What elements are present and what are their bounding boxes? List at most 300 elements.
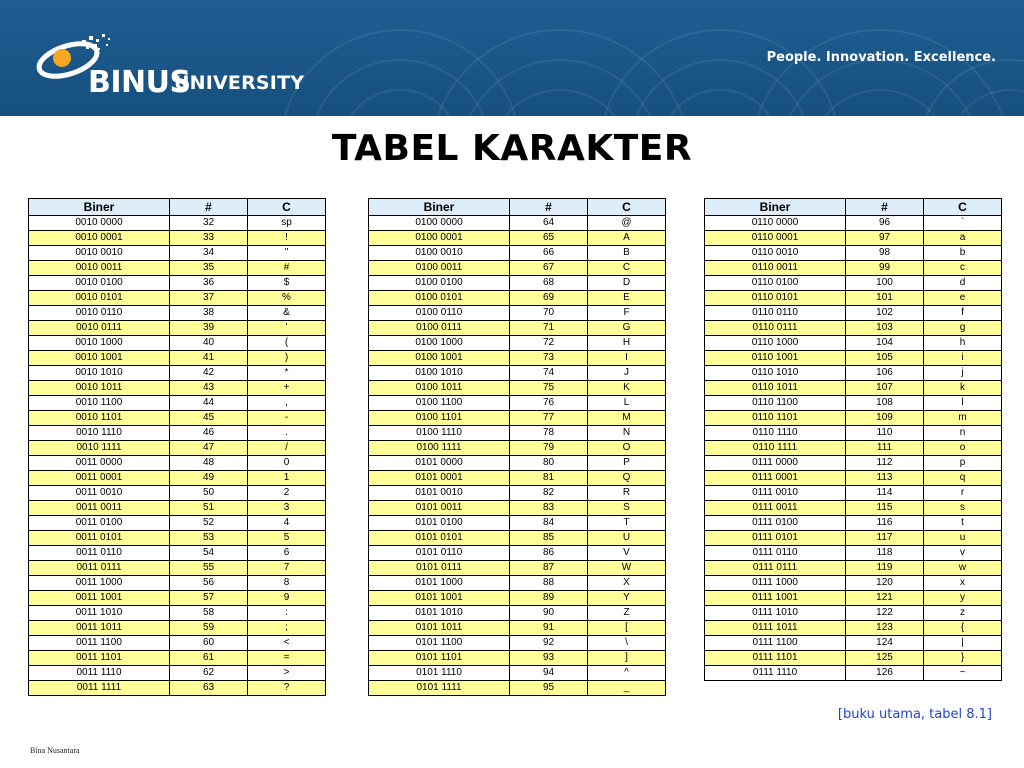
table-row [705,411,1002,426]
cell-decimal: 41 [170,351,248,366]
table-row [705,351,1002,366]
cell-biner: 0011 0000 [29,456,170,471]
cell-biner: 0101 0001 [369,471,510,486]
table-row [705,486,1002,501]
cell-biner: 0101 0101 [369,531,510,546]
cell-decimal: 102 [846,306,924,321]
table-row [29,396,326,411]
table-row [369,261,666,276]
character-table-2 [368,198,666,696]
cell-decimal: 83 [510,501,588,516]
cell-biner: 0011 1011 [29,621,170,636]
cell-char: P [588,456,666,471]
table-row [29,666,326,681]
cell-decimal: 56 [170,576,248,591]
cell-decimal: 119 [846,561,924,576]
cell-decimal: 63 [170,681,248,696]
cell-decimal: 104 [846,336,924,351]
cell-char: r [924,486,1002,501]
cell-biner: 0110 1001 [705,351,846,366]
cell-biner: 0011 1010 [29,606,170,621]
cell-char: > [248,666,326,681]
table-row [369,561,666,576]
table-row [29,306,326,321]
cell-biner: 0100 1000 [369,336,510,351]
cell-biner: 0100 0000 [369,216,510,231]
table-row [369,471,666,486]
logo-wordmark: BINUS [88,65,191,100]
cell-char: ' [248,321,326,336]
cell-biner: 0101 0010 [369,486,510,501]
cell-decimal: 37 [170,291,248,306]
table-header-row [369,199,666,216]
cell-biner: 0111 1000 [705,576,846,591]
cell-decimal: 61 [170,651,248,666]
table-row [369,606,666,621]
table-row [705,546,1002,561]
table-row [369,441,666,456]
table-row [29,456,326,471]
cell-biner: 0111 0111 [705,561,846,576]
table-row [369,426,666,441]
table-row [369,666,666,681]
cell-char: p [924,456,1002,471]
cell-char: g [924,321,1002,336]
cell-char: W [588,561,666,576]
cell-char: & [248,306,326,321]
cell-char: S [588,501,666,516]
cell-decimal: 89 [510,591,588,606]
cell-decimal: 69 [510,291,588,306]
table-row [705,441,1002,456]
cell-char: : [248,606,326,621]
cell-biner: 0101 0111 [369,561,510,576]
cell-char: w [924,561,1002,576]
cell-biner: 0100 1001 [369,351,510,366]
cell-char: < [248,636,326,651]
cell-char: A [588,231,666,246]
table-row [705,516,1002,531]
cell-decimal: 39 [170,321,248,336]
cell-char: n [924,426,1002,441]
cell-decimal: 125 [846,651,924,666]
cell-biner: 0110 1101 [705,411,846,426]
cell-biner: 0111 0100 [705,516,846,531]
cell-decimal: 38 [170,306,248,321]
cell-biner: 0110 0100 [705,276,846,291]
table-row [29,561,326,576]
cell-decimal: 72 [510,336,588,351]
table-row [705,426,1002,441]
table-row [705,501,1002,516]
cell-decimal: 49 [170,471,248,486]
cell-char: x [924,576,1002,591]
cell-biner: 0011 0001 [29,471,170,486]
cell-decimal: 53 [170,531,248,546]
cell-char: T [588,516,666,531]
cell-decimal: 58 [170,606,248,621]
cell-decimal: 108 [846,396,924,411]
table-row [29,546,326,561]
table-row [369,591,666,606]
cell-char: . [248,426,326,441]
cell-char: m [924,411,1002,426]
cell-decimal: 107 [846,381,924,396]
table-header-row [29,199,326,216]
cell-decimal: 117 [846,531,924,546]
cell-decimal: 94 [510,666,588,681]
cell-biner: 0011 1110 [29,666,170,681]
cell-biner: 0010 0001 [29,231,170,246]
table-row [29,426,326,441]
cell-biner: 0011 0110 [29,546,170,561]
cell-biner: 0110 1010 [705,366,846,381]
cell-char: R [588,486,666,501]
table-row [705,366,1002,381]
character-table-1 [28,198,326,696]
cell-char: # [248,261,326,276]
table-row [29,591,326,606]
cell-char: E [588,291,666,306]
cell-char: s [924,501,1002,516]
cell-biner: 0100 0101 [369,291,510,306]
cell-decimal: 96 [846,216,924,231]
cell-biner: 0010 1111 [29,441,170,456]
table-row [29,651,326,666]
cell-biner: 0110 0111 [705,321,846,336]
cell-biner: 0110 0001 [705,231,846,246]
cell-char: l [924,396,1002,411]
cell-biner: 0010 1101 [29,411,170,426]
logo-subtitle: UNIVERSITY [174,72,305,94]
cell-char: K [588,381,666,396]
table-row [705,291,1002,306]
tagline: People. Innovation. Excellence. [766,50,996,65]
table-row [369,501,666,516]
cell-char: , [248,396,326,411]
cell-char: D [588,276,666,291]
cell-biner: 0010 1001 [29,351,170,366]
cell-char: * [248,366,326,381]
cell-decimal: 59 [170,621,248,636]
cell-biner: 0101 1101 [369,651,510,666]
cell-decimal: 36 [170,276,248,291]
cell-decimal: 77 [510,411,588,426]
cell-char: c [924,261,1002,276]
cell-char: C [588,261,666,276]
table-row [29,291,326,306]
header-char: C [588,199,666,216]
cell-biner: 0011 0101 [29,531,170,546]
cell-biner: 0101 1011 [369,621,510,636]
cell-decimal: 122 [846,606,924,621]
cell-decimal: 82 [510,486,588,501]
cell-char: \ [588,636,666,651]
cell-decimal: 103 [846,321,924,336]
cell-decimal: 75 [510,381,588,396]
cell-char: ^ [588,666,666,681]
table-row [369,636,666,651]
cell-decimal: 34 [170,246,248,261]
table-row [705,321,1002,336]
table-row [29,411,326,426]
cell-decimal: 48 [170,456,248,471]
table-row [369,366,666,381]
cell-biner: 0011 1101 [29,651,170,666]
table-row [29,381,326,396]
cell-biner: 0100 1011 [369,381,510,396]
cell-biner: 0110 0110 [705,306,846,321]
cell-biner: 0010 1110 [29,426,170,441]
cell-decimal: 35 [170,261,248,276]
cell-char: X [588,576,666,591]
table-row [369,216,666,231]
table-row [369,231,666,246]
cell-char: v [924,546,1002,561]
cell-char: = [248,651,326,666]
table-row [29,531,326,546]
cell-biner: 0011 1001 [29,591,170,606]
table-row [29,636,326,651]
cell-decimal: 32 [170,216,248,231]
cell-decimal: 114 [846,486,924,501]
cell-biner: 0111 1110 [705,666,846,681]
table-row [705,651,1002,666]
cell-biner: 0100 1100 [369,396,510,411]
cell-decimal: 60 [170,636,248,651]
cell-char: J [588,366,666,381]
page-title: TABEL KARAKTER [331,128,693,169]
cell-decimal: 42 [170,366,248,381]
table-row [29,216,326,231]
cell-char: Z [588,606,666,621]
cell-char: ` [924,216,1002,231]
cell-decimal: 66 [510,246,588,261]
table-row [369,531,666,546]
cell-decimal: 81 [510,471,588,486]
cell-biner: 0101 0110 [369,546,510,561]
cell-decimal: 105 [846,351,924,366]
cell-char: t [924,516,1002,531]
cell-biner: 0100 0110 [369,306,510,321]
table-row [369,651,666,666]
table-row [369,396,666,411]
cell-decimal: 62 [170,666,248,681]
cell-biner: 0010 0011 [29,261,170,276]
cell-biner: 0111 0011 [705,501,846,516]
cell-biner: 0110 1100 [705,396,846,411]
cell-decimal: 106 [846,366,924,381]
table-header-row [705,199,1002,216]
cell-char: k [924,381,1002,396]
table-row [369,516,666,531]
cell-biner: 0010 1010 [29,366,170,381]
cell-biner: 0010 1100 [29,396,170,411]
table-row [369,546,666,561]
table-row [369,621,666,636]
table-row [29,366,326,381]
cell-char: u [924,531,1002,546]
table-row [705,576,1002,591]
cell-char: 9 [248,591,326,606]
footer-text: Bina Nusantara [30,746,80,755]
cell-decimal: 97 [846,231,924,246]
cell-biner: 0010 0010 [29,246,170,261]
table-row [29,276,326,291]
cell-char: [ [588,621,666,636]
cell-biner: 0110 1000 [705,336,846,351]
cell-char: @ [588,216,666,231]
cell-decimal: 40 [170,336,248,351]
cell-char: / [248,441,326,456]
cell-decimal: 95 [510,681,588,696]
cell-decimal: 70 [510,306,588,321]
cell-decimal: 112 [846,456,924,471]
cell-decimal: 46 [170,426,248,441]
cell-char: d [924,276,1002,291]
cell-char: 2 [248,486,326,501]
header-banner [0,0,1024,116]
cell-char: b [924,246,1002,261]
cell-biner: 0111 1101 [705,651,846,666]
cell-char: 8 [248,576,326,591]
cell-char: Q [588,471,666,486]
cell-decimal: 121 [846,591,924,606]
cell-decimal: 43 [170,381,248,396]
cell-decimal: 67 [510,261,588,276]
table-row [29,516,326,531]
cell-char: a [924,231,1002,246]
table-row [705,246,1002,261]
cell-biner: 0101 1100 [369,636,510,651]
table-row [369,381,666,396]
table-row [705,216,1002,231]
cell-decimal: 88 [510,576,588,591]
table-row [29,621,326,636]
cell-decimal: 50 [170,486,248,501]
cell-char: } [924,651,1002,666]
cell-biner: 0110 1011 [705,381,846,396]
header-decimal: # [510,199,588,216]
cell-char: q [924,471,1002,486]
table-row [369,276,666,291]
cell-biner: 0010 0110 [29,306,170,321]
table-row [29,681,326,696]
table-row [705,306,1002,321]
table-row [369,351,666,366]
cell-decimal: 65 [510,231,588,246]
cell-decimal: 86 [510,546,588,561]
cell-biner: 0010 0111 [29,321,170,336]
table-row [29,336,326,351]
cell-decimal: 110 [846,426,924,441]
cell-biner: 0111 1001 [705,591,846,606]
cell-char: 3 [248,501,326,516]
table-row [705,666,1002,681]
cell-char: ! [248,231,326,246]
cell-decimal: 80 [510,456,588,471]
cell-decimal: 47 [170,441,248,456]
table-row [705,276,1002,291]
cell-decimal: 100 [846,276,924,291]
cell-char: e [924,291,1002,306]
cell-char: f [924,306,1002,321]
cell-biner: 0100 1010 [369,366,510,381]
cell-decimal: 92 [510,636,588,651]
table-row [369,576,666,591]
header-decimal: # [170,199,248,216]
cell-decimal: 44 [170,396,248,411]
cell-biner: 0011 1111 [29,681,170,696]
cell-decimal: 124 [846,636,924,651]
cell-decimal: 126 [846,666,924,681]
table-row [705,606,1002,621]
cell-biner: 0100 0100 [369,276,510,291]
table-row [369,486,666,501]
cell-decimal: 99 [846,261,924,276]
character-table-3 [704,198,1002,681]
cell-char: O [588,441,666,456]
table-row [29,576,326,591]
cell-biner: 0010 0000 [29,216,170,231]
cell-decimal: 109 [846,411,924,426]
binus-logo[interactable] [34,24,304,108]
cell-char: 4 [248,516,326,531]
table-row [705,261,1002,276]
cell-biner: 0100 0010 [369,246,510,261]
header-biner: Biner [369,199,510,216]
cell-char: M [588,411,666,426]
cell-biner: 0111 0001 [705,471,846,486]
cell-char: U [588,531,666,546]
table-row [705,621,1002,636]
cell-char: N [588,426,666,441]
cell-biner: 0011 1100 [29,636,170,651]
cell-decimal: 51 [170,501,248,516]
cell-biner: 0100 0001 [369,231,510,246]
cell-decimal: 120 [846,576,924,591]
cell-biner: 0010 1000 [29,336,170,351]
cell-decimal: 115 [846,501,924,516]
cell-decimal: 71 [510,321,588,336]
header-decimal: # [846,199,924,216]
table-row [29,441,326,456]
cell-char: 6 [248,546,326,561]
cell-decimal: 84 [510,516,588,531]
cell-decimal: 93 [510,651,588,666]
table-row [705,396,1002,411]
cell-biner: 0101 1010 [369,606,510,621]
table-row [29,261,326,276]
cell-biner: 0101 1111 [369,681,510,696]
cell-biner: 0101 0000 [369,456,510,471]
table-row [369,306,666,321]
table-row [369,411,666,426]
cell-char: | [924,636,1002,651]
cell-decimal: 87 [510,561,588,576]
cell-decimal: 90 [510,606,588,621]
cell-char: Y [588,591,666,606]
cell-decimal: 79 [510,441,588,456]
cell-char: G [588,321,666,336]
cell-decimal: 85 [510,531,588,546]
cell-decimal: 33 [170,231,248,246]
cell-char: ? [248,681,326,696]
cell-char: h [924,336,1002,351]
table-row [29,501,326,516]
table-row [29,351,326,366]
cell-decimal: 118 [846,546,924,561]
